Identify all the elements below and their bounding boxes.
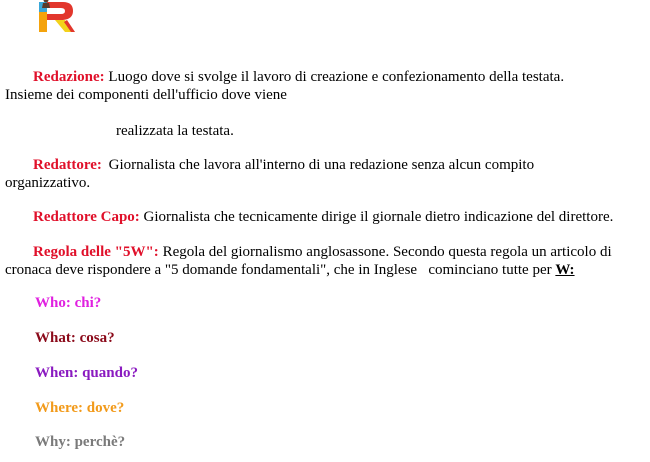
term-label: Regola delle "5W": [33,244,159,260]
definition-text: Giornalista che tecnicamente dirige il giornale dietro indicazione del direttore. [143,209,614,225]
question-when [35,364,138,382]
emphasis-w: W: [555,262,575,278]
logo-figure [42,0,50,8]
definition-redazione [5,68,644,104]
definition-text: cronaca deve rispondere a "5 domande fondamentali", che in Inglese cominciano tutte per [5,262,552,278]
definition-text: Luogo dove si svolge il lavoro di creazione e confezionamento della testata. [108,69,565,85]
question-who [35,294,101,312]
definition-text: Insieme dei componenti dell'ufficio dove viene [5,87,287,103]
question-text: Who: chi? [35,295,102,311]
question-text: Where: dove? [35,400,125,416]
term-label: Redattore: [33,157,102,173]
question-text: What: cosa? [35,330,115,346]
definition-redattore [5,156,644,192]
definition-text: organizzativo. [5,175,91,191]
term-label: Redazione: [33,69,105,85]
question-text: Why: perchè? [35,434,126,450]
question-where [35,399,124,417]
definition-text: realizzata la testata. [116,123,234,139]
definition-redattore-capo [5,208,644,226]
term-label: Redattore Capo: [33,209,140,225]
question-why [35,433,125,451]
definition-regola-5w [5,243,644,279]
definition-redazione-continued [116,122,644,140]
definition-text: Regola del giornalismo anglosassone. Secondo questa regola un articolo di [162,244,612,260]
question-what [35,329,115,347]
definition-text: Giornalista che lavora all'interno di una redazione senza alcun compito [108,157,535,173]
logo [37,0,79,36]
question-text: When: quando? [35,365,138,381]
